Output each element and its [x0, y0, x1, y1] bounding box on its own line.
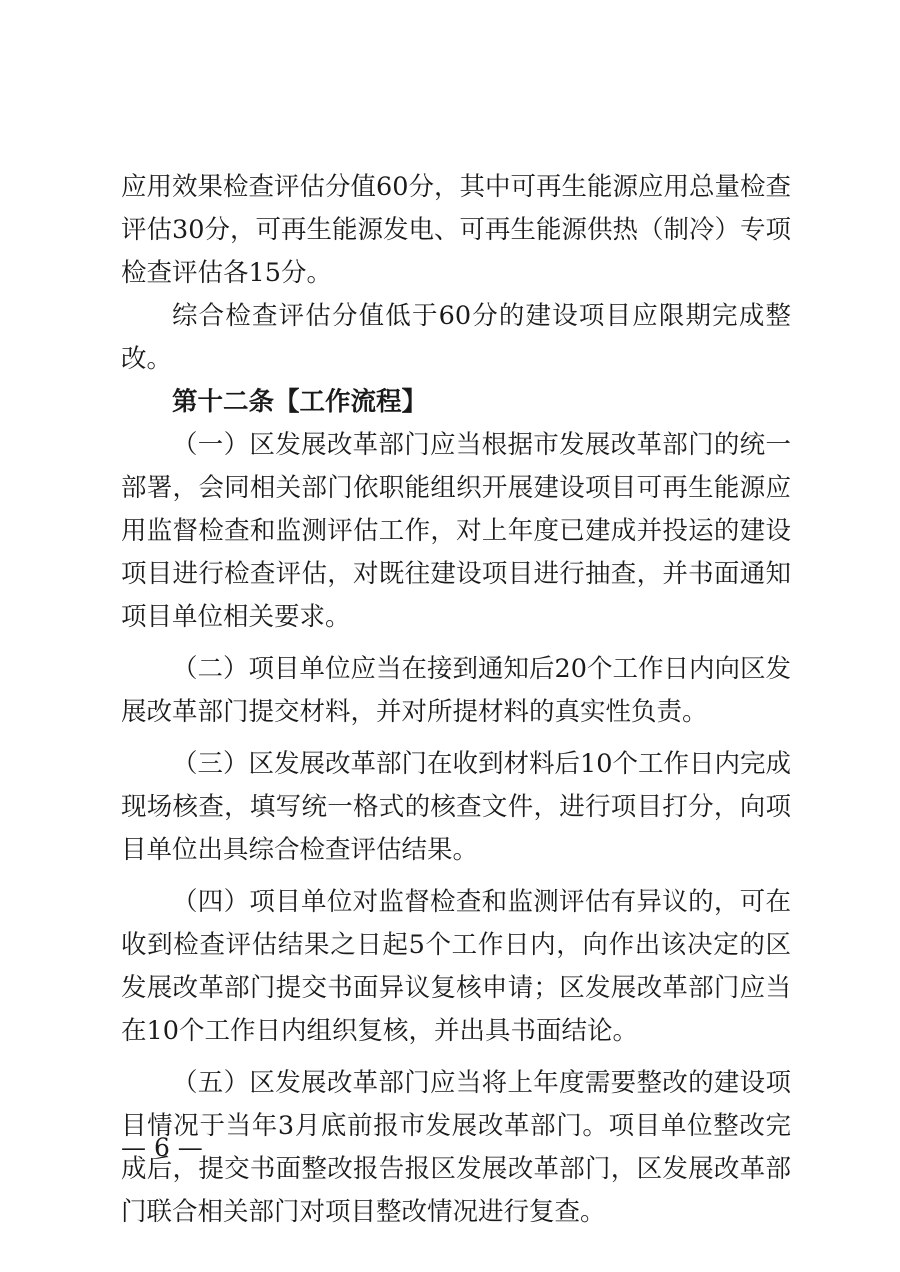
article-heading: 第十二条【工作流程】	[172, 387, 428, 417]
page-number: — 6 —	[121, 1133, 203, 1162]
paragraph-rectification-threshold: 综合检查评估分值低于60分的建设项目应限期完成整改。	[121, 301, 791, 374]
article-item-1: （一）区发展改革部门应当根据市发展改革部门的统一部署，会同相关部门依职能组织开展建设项目可再生能源应用监督检查和监测评估工作，对上年度已建成并投运的建设项目进行检查评估，对既往建设项目进行抽查，并书面通知项目单位相关要求。	[121, 430, 791, 632]
article-item-4: （四）项目单位对监督检查和监测评估有异议的，可在收到检查评估结果之日起5个工作日内，向作出该决定的区发展改革部门提交书面异议复核申请；区发展改革部门应当在10个工作日内组织复核，并出具书面结论。	[121, 887, 791, 1046]
article-item-2: （二）项目单位应当在接到通知后20个工作日内向区发展改革部门提交材料，并对所提材料的真实性负责。	[121, 654, 791, 727]
paragraph-scoring-continuation: 应用效果检查评估分值60分，其中可再生能源应用总量检查评估30分，可再生能源发电、可再生能源供热（制冷）专项检查评估各15分。	[121, 172, 791, 288]
article-item-5: （五）区发展改革部门应当将上年度需要整改的建设项目情况于当年3月底前报市发展改革部门。项目单位整改完成后，提交书面整改报告报区发展改革部门，区发展改革部门联合相关部门对项目整改情况进行复查。	[121, 1068, 791, 1227]
document-body	[121, 166, 791, 1234]
article-item-3: （三）区发展改革部门在收到材料后10个工作日内完成现场核查，填写统一格式的核查文件，进行项目打分，向项目单位出具综合检查评估结果。	[121, 749, 791, 865]
